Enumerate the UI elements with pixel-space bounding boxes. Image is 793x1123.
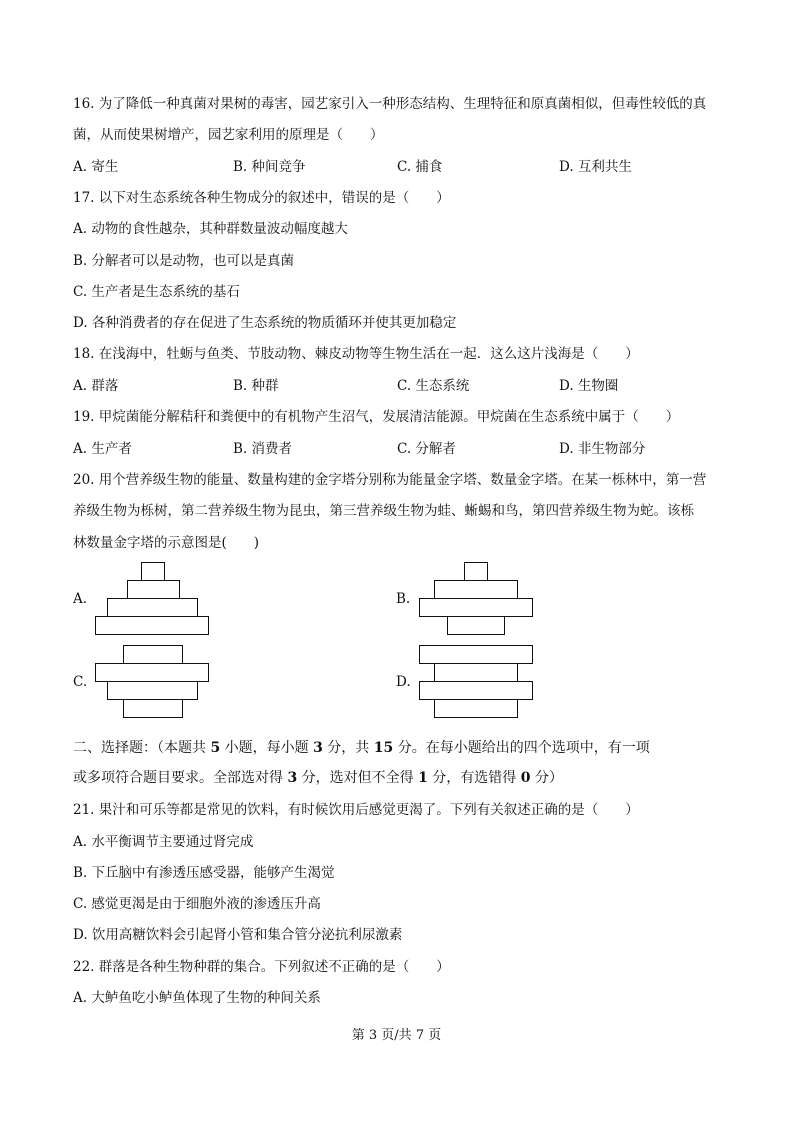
pyramid-a-level-1	[95, 616, 209, 635]
q19-stem: 19. 甲烷菌能分解秸秆和粪便中的有机物产生沼气，发展清洁能源。甲烷菌在生态系统中属于（ ）	[73, 409, 680, 425]
q17-option-a[interactable]: A. 动物的食性越杂，其种群数量波动幅度越大	[73, 221, 348, 237]
q22-stem: 22. 群落是各种生物种群的集合。下列叙述不正确的是（ ）	[73, 959, 450, 975]
pyramid-d-level-3	[434, 663, 518, 682]
pyramid-c-level-1	[123, 699, 183, 718]
section-2-heading: 二、选择题：（本题共 5 小题，每小题 3 分，共 15 分。在每小题给出的四个选项中，有一项	[73, 740, 650, 756]
q20-option-c-label[interactable]: C.	[73, 674, 88, 690]
q17-option-b[interactable]: B. 分解者可以是动物，也可以是真菌	[73, 253, 295, 269]
q22-option-a[interactable]: A. 大鲈鱼吃小鲈鱼体现了生物的种间关系	[73, 990, 321, 1006]
pyramid-c-level-4	[123, 645, 183, 664]
pyramid-c-level-2	[107, 681, 198, 700]
q20-stem-line3: 林数量金字塔的示意图是( )	[73, 535, 260, 551]
q19-option-b[interactable]: B. 消费者	[233, 441, 293, 457]
q19-option-a[interactable]: A. 生产者	[73, 441, 132, 457]
pyramid-b-level-4	[464, 562, 488, 581]
pyramid-a-level-2	[107, 598, 198, 617]
q21-option-d[interactable]: D. 饮用高糖饮料会引起肾小管和集合管分泌抗利尿激素	[73, 927, 403, 943]
section-2-instructions: 或多项符合题目要求。全部选对得 3 分，选对但不全得 1 分，有选错得 0 分）	[73, 770, 563, 786]
pyramid-b-level-2	[419, 598, 533, 617]
q20-stem-line1: 20. 用个营养级生物的能量、数量构建的金字塔分别称为能量金字塔、数量金字塔。在某一栎林中，第一营	[73, 472, 707, 488]
q19-option-d[interactable]: D. 非生物部分	[559, 441, 646, 457]
q18-option-b[interactable]: B. 种群	[233, 378, 279, 394]
q17-stem: 17. 以下对生态系统各种生物成分的叙述中，错误的是（ ）	[73, 190, 450, 206]
pyramid-d-level-4	[419, 645, 533, 664]
q16-option-a[interactable]: A. 寄生	[73, 159, 119, 175]
q21-option-a[interactable]: A. 水平衡调节主要通过肾完成	[73, 834, 254, 850]
q21-option-b[interactable]: B. 下丘脑中有渗透压感受器，能够产生渴觉	[73, 865, 335, 881]
q20-stem-line2: 养级生物为栎树，第二营养级生物为昆虫，第三营养级生物为蛙、蜥蜴和鸟，第四营养级生物为蛇。该栎	[73, 503, 694, 519]
q16-option-d[interactable]: D. 互利共生	[559, 159, 632, 175]
q18-option-c[interactable]: C. 生态系统	[397, 378, 470, 394]
page-footer: 第 3 页/共 7 页	[351, 1028, 442, 1043]
pyramid-d-level-1	[434, 699, 518, 718]
pyramid-a-level-4	[141, 562, 165, 581]
q18-option-d[interactable]: D. 生物圈	[559, 378, 619, 394]
pyramid-b-level-1	[447, 616, 505, 635]
q18-stem: 18. 在浅海中，牡蛎与鱼类、节肢动物、棘皮动物等生物生活在一起．这么这片浅海是（ ）	[73, 346, 639, 362]
pyramid-b-level-3	[434, 580, 518, 599]
q16-option-b[interactable]: B. 种间竞争	[233, 159, 306, 175]
q18-option-a[interactable]: A. 群落	[73, 378, 119, 394]
q17-option-c[interactable]: C. 生产者是生态系统的基石	[73, 284, 240, 300]
q17-option-d[interactable]: D. 各种消费者的存在促进了生态系统的物质循环并使其更加稳定	[73, 315, 457, 331]
q16-stem-line2: 菌，从而使果树增产，园艺家利用的原理是（ ）	[73, 127, 384, 143]
q16-option-c[interactable]: C. 捕食	[397, 159, 443, 175]
q21-stem: 21. 果汁和可乐等都是常见的饮料，有时候饮用后感觉更渴了。下列有关叙述正确的是（ ）	[73, 802, 639, 818]
pyramid-d-level-2	[419, 681, 533, 700]
pyramid-a-level-3	[127, 580, 180, 599]
pyramid-c-level-3	[95, 663, 209, 682]
q19-option-c[interactable]: C. 分解者	[397, 441, 456, 457]
q20-option-a-label[interactable]: A.	[73, 591, 88, 607]
q20-option-d-label[interactable]: D.	[396, 674, 411, 690]
q16-stem-line1: 16. 为了降低一种真菌对果树的毒害，园艺家引入一种形态结构、生理特征和原真菌相似，但毒性较低的真	[73, 96, 707, 112]
q21-option-c[interactable]: C. 感觉更渴是由于细胞外液的渗透压升高	[73, 896, 321, 912]
q20-option-b-label[interactable]: B.	[396, 591, 411, 607]
